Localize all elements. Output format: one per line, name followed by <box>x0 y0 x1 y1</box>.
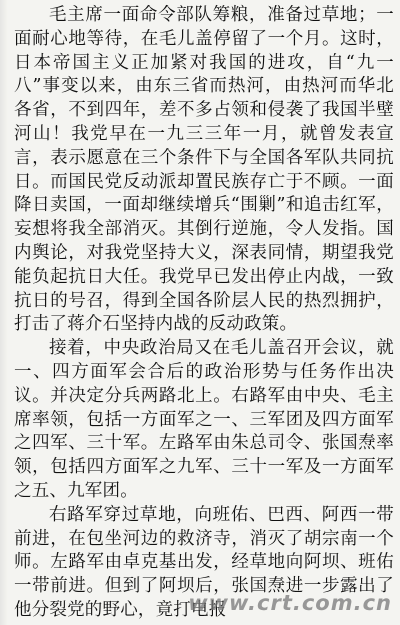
paragraph-2: 接着，中央政治局又在毛儿盖召开会议，就一、四方面军会合后的政治形势与任务作出决议。并决定分兵两路北上。右路军由中央、毛主席率领，包括一方面军之一、三军团及四方面军之四军、三十军。左路军由朱总司令、张国焘率领，包括四方面军之九军、三十一军及一方面军之五、九军团。 <box>14 338 394 501</box>
paragraph-1: 毛主席一面命令部队筹粮，准备过草地；一面耐心地等待，在毛儿盖停留了一个月。这时，日本帝国主义正加紧对我国的进攻，自“九一八”事变以来，由东三省而热河，由热河而华北各省，不到四年，差不多占领和侵袭了我国半壁河山！我党早在一九三三年一月，就曾发表宣言，表示愿意在三个条件下与全国各军队共同抗日。而国民党反动派却置民族存亡于不顾。一面降日卖国，一面却继续增兵“围剿”和追击红军，妄想将我全部消灭。其倒行逆施，令人发指。国内舆论，对我党坚持大义，深表同情，期望我党能负起抗日大任。我党早已发出停止内战，一致抗日的号召，得到全国各阶层人民的热烈拥护，打击了蒋介石坚持内战的反动政策。 <box>14 5 394 335</box>
body-text <box>14 4 394 623</box>
site-watermark: www.crt.com.cn <box>188 591 392 615</box>
page-edge-shadow <box>0 0 8 625</box>
paragraph-3: 右路军穿过草地，向班佑、巴西、阿西一带前进，在包坐河边的救济寺，消灭了胡宗南一个师。左路军由卓克基出发，经草地向阿坝、班佑一带前进。但到了阿坝后，张国焘进一步露出了他分裂党的野心，竟打电报 <box>14 504 394 620</box>
